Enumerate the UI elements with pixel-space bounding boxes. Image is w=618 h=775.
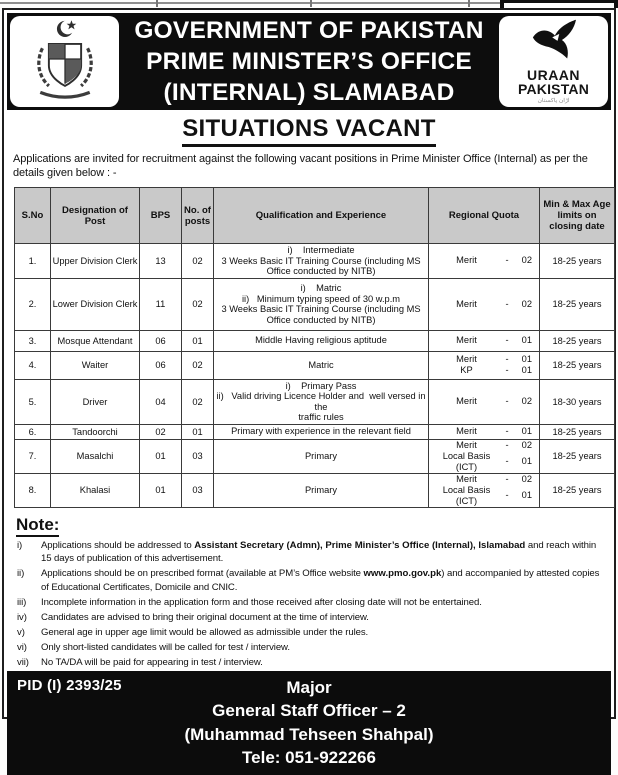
- quota-dash: -: [505, 298, 509, 309]
- quota-value: 01: [521, 335, 532, 345]
- pid-number: PID (I) 2393/25: [17, 676, 122, 694]
- qualification-line: Middle Having religious aptitude: [255, 335, 387, 346]
- note-text: General age in upper age limit would be allowed as admissible under the rules.: [41, 626, 369, 638]
- table-row: [15, 244, 615, 279]
- cell-designation: Lower Division Clerk: [51, 278, 140, 330]
- qualification-line: Primary: [304, 484, 338, 495]
- table-row: [15, 424, 615, 439]
- signatory-line: Major: [286, 677, 332, 697]
- scan-artifact-tick: [156, 0, 158, 7]
- quota-dash: -: [505, 426, 509, 436]
- note-item: [17, 626, 605, 640]
- note-item: [17, 641, 605, 655]
- quota-label: Local Basis (ICT): [442, 484, 491, 506]
- cell-posts: 03: [182, 473, 214, 507]
- quota-value: 02: [521, 255, 532, 266]
- quota-pair: [429, 255, 539, 266]
- footer-bar: [7, 671, 611, 775]
- quota-label: Merit: [456, 354, 477, 364]
- cell-bps: 01: [140, 473, 182, 507]
- quota-value: 02: [521, 439, 532, 450]
- cell-qualification: [214, 379, 429, 424]
- advert-frame: [2, 8, 616, 767]
- table-header-row: [15, 188, 615, 244]
- cell-qualification: [214, 244, 429, 279]
- quota-value: 01: [521, 426, 532, 436]
- note-text: Only short-listed candidates will be called for test / interview.: [41, 641, 290, 653]
- cell-designation: Driver: [51, 379, 140, 424]
- note-number: vii): [17, 656, 29, 668]
- table-row: [15, 473, 615, 507]
- cell-bps: 06: [140, 351, 182, 379]
- cell-age: 18-25 years: [540, 244, 615, 279]
- cell-regional-quota: [429, 330, 540, 351]
- note-text: No TA/DA will be paid for appearing in test / interview.: [41, 656, 263, 668]
- cell-posts: 03: [182, 439, 214, 473]
- quota-label: Merit: [456, 255, 477, 266]
- notes-list: [17, 539, 605, 671]
- note-text: Applications should be on prescribed format (available at PM’s Office website www.pmo.gov.pk) and accompanied by attested copies of Educational Certificates, Domicile and CNIC.: [41, 568, 600, 593]
- qualification-line: Office conducted by NITB): [266, 314, 376, 325]
- note-item: [17, 611, 605, 625]
- cell-regional-quota: [429, 424, 540, 439]
- quota-pair: [429, 354, 539, 365]
- quota-pair: [429, 485, 539, 507]
- cell-bps: 06: [140, 330, 182, 351]
- cell-designation: Masalchi: [51, 439, 140, 473]
- quota-label: Merit: [456, 439, 477, 450]
- cell-designation: Waiter: [51, 351, 140, 379]
- quota-dash: -: [505, 354, 509, 364]
- table-row: [15, 330, 615, 351]
- qualification-line: traffic rules: [298, 412, 344, 422]
- uraan-logo-word2: PAKISTAN: [517, 81, 590, 97]
- quota-pair: [429, 335, 539, 346]
- quota-pair: [429, 474, 539, 485]
- cell-age: 18-25 years: [540, 351, 615, 379]
- cell-designation: Tandoorchi: [51, 424, 140, 439]
- quota-pair: [429, 365, 539, 376]
- cell-posts: 02: [182, 278, 214, 330]
- qualification-line: i) Primary Pass: [285, 380, 357, 391]
- cell-sno: 3.: [15, 330, 51, 351]
- quota-value: 02: [521, 396, 532, 406]
- col-header-qualification: Qualification and Experience: [214, 188, 429, 244]
- pakistan-emblem-box: [10, 16, 119, 107]
- scan-artifact-line: [0, 2, 585, 4]
- note-item: [17, 539, 605, 566]
- cell-sno: 7.: [15, 439, 51, 473]
- quota-dash: -: [505, 490, 509, 500]
- cell-qualification: [214, 424, 429, 439]
- cell-sno: 6.: [15, 424, 51, 439]
- cell-posts: 01: [182, 424, 214, 439]
- qualification-line: i) Matric: [300, 283, 342, 293]
- quota-pair: [429, 451, 539, 473]
- qualification-line: Office conducted by NITB): [266, 266, 376, 276]
- cell-age: 18-25 years: [540, 278, 615, 330]
- cell-posts: 01: [182, 330, 214, 351]
- quota-dash: -: [505, 255, 509, 266]
- header-bar: [7, 13, 611, 110]
- cell-age: 18-25 years: [540, 439, 615, 473]
- table-row: [15, 351, 615, 379]
- cell-bps: 02: [140, 424, 182, 439]
- uraan-pakistan-logo-box: [499, 16, 608, 107]
- section-heading-text: SITUATIONS VACANT: [182, 115, 436, 147]
- quota-value: 01: [521, 365, 532, 375]
- col-header-posts: No. of posts: [182, 188, 214, 244]
- quota-value: 01: [521, 456, 532, 466]
- signatory-line: (Muhammad Tehseen Shahpal): [184, 724, 434, 744]
- note-number: v): [17, 626, 25, 638]
- note-number: i): [17, 539, 23, 551]
- quota-dash: -: [505, 335, 509, 345]
- falcon-icon: [525, 18, 583, 68]
- quota-value: 01: [521, 354, 532, 364]
- quota-pair: [429, 426, 539, 437]
- quota-label: Merit: [456, 396, 477, 406]
- quota-label: Merit: [456, 298, 477, 309]
- cell-qualification: [214, 351, 429, 379]
- cell-age: 18-30 years: [540, 379, 615, 424]
- quota-dash: -: [505, 439, 509, 450]
- quota-dash: -: [505, 365, 509, 375]
- quota-dash: -: [505, 456, 509, 466]
- note-number: vi): [17, 641, 27, 653]
- qualification-line: 3 Weeks Basic IT Training Course (including MS: [221, 255, 421, 266]
- qualification-line: 3 Weeks Basic IT Training Course (including MS: [221, 304, 421, 314]
- qualification-line: Primary: [304, 450, 338, 461]
- cell-sno: 5.: [15, 379, 51, 424]
- cell-sno: 4.: [15, 351, 51, 379]
- cell-regional-quota: [429, 351, 540, 379]
- title-line-2: PRIME MINISTER’S OFFICE: [146, 48, 472, 75]
- signatory-line: Tele: 051-922266: [242, 748, 376, 767]
- note-number: iii): [17, 596, 27, 608]
- note-heading: [16, 515, 611, 535]
- col-header-age: Min & Max Age limits on closing date: [540, 188, 615, 244]
- col-header-quota: Regional Quota: [429, 188, 540, 244]
- col-header-sno: S.No: [15, 188, 51, 244]
- cell-bps: 01: [140, 439, 182, 473]
- note-item: [17, 656, 605, 670]
- uraan-logo-urdu-tagline: اڑان پاکستان: [537, 98, 570, 104]
- cell-bps: 04: [140, 379, 182, 424]
- quota-dash: -: [505, 473, 509, 484]
- qualification-line: ii) Minimum typing speed of 30 w.p.m: [241, 293, 401, 304]
- note-item: [17, 596, 605, 610]
- cell-age: 18-25 years: [540, 473, 615, 507]
- cell-age: 18-25 years: [540, 424, 615, 439]
- cell-designation: Khalasi: [51, 473, 140, 507]
- cell-qualification: [214, 330, 429, 351]
- cell-qualification: [214, 473, 429, 507]
- uraan-logo-word1: URAAN: [526, 67, 581, 83]
- cell-regional-quota: [429, 473, 540, 507]
- table-row: [15, 278, 615, 330]
- note-number: ii): [17, 568, 25, 579]
- cell-bps: 11: [140, 278, 182, 330]
- note-text: Incomplete information in the application form and those received after closing date will not be entertained.: [41, 596, 482, 608]
- qualification-line: ii) Valid driving Licence Holder and well versed in the: [216, 391, 426, 412]
- note-item: [17, 567, 605, 594]
- cell-regional-quota: [429, 439, 540, 473]
- note-number: iv): [17, 611, 27, 623]
- cell-posts: 02: [182, 351, 214, 379]
- cell-qualification: [214, 278, 429, 330]
- vacancies-table: [14, 187, 615, 508]
- cell-posts: 02: [182, 379, 214, 424]
- quota-value: 02: [521, 473, 532, 484]
- cell-regional-quota: [429, 244, 540, 279]
- cell-regional-quota: [429, 278, 540, 330]
- scan-artifact-tick: [310, 0, 312, 7]
- col-header-bps: BPS: [140, 188, 182, 244]
- cell-posts: 02: [182, 244, 214, 279]
- note-text: Applications should be addressed to Assistant Secretary (Admn), Prime Minister’s Office (Internal), Islamabad and reach within 15 days of publication of this advertisement.: [41, 539, 597, 564]
- cell-sno: 2.: [15, 278, 51, 330]
- table-row: [15, 439, 615, 473]
- title-line-3: (INTERNAL) SLAMABAD: [163, 79, 455, 106]
- section-heading: [7, 115, 611, 147]
- cell-sno: 8.: [15, 473, 51, 507]
- page-title: [123, 16, 495, 107]
- note-heading-text: Note:: [16, 515, 59, 537]
- cell-regional-quota: [429, 379, 540, 424]
- cell-bps: 13: [140, 244, 182, 279]
- cell-designation: Mosque Attendant: [51, 330, 140, 351]
- qualification-line: Matric: [308, 359, 334, 370]
- quota-label: KP: [460, 365, 473, 375]
- signatory-line: General Staff Officer – 2: [212, 701, 406, 720]
- quota-value: 01: [521, 490, 532, 500]
- qualification-line: Primary with experience in the relevant field: [231, 426, 411, 437]
- note-text: Candidates are advised to bring their original document at the time of interview.: [41, 611, 369, 623]
- cell-sno: 1.: [15, 244, 51, 279]
- quota-label: Merit: [456, 473, 477, 484]
- quota-label: Local Basis (ICT): [442, 450, 491, 472]
- quota-pair: [429, 299, 539, 310]
- pakistan-emblem-icon: [21, 16, 109, 107]
- quota-pair: [429, 440, 539, 451]
- quota-value: 02: [521, 298, 532, 309]
- table-row: [15, 379, 615, 424]
- intro-paragraph: Applications are invited for recruitment against the following vacant positions in Prime Minister Office (Internal) as per the details given below : -: [13, 153, 588, 179]
- title-line-1: GOVERNMENT OF PAKISTAN: [134, 17, 484, 44]
- cell-age: 18-25 years: [540, 330, 615, 351]
- cell-qualification: [214, 439, 429, 473]
- cell-designation: Upper Division Clerk: [51, 244, 140, 279]
- quota-dash: -: [505, 396, 509, 406]
- quota-pair: [429, 396, 539, 407]
- quota-label: Merit: [456, 426, 477, 436]
- qualification-line: i) Intermediate: [287, 245, 355, 255]
- scan-artifact-box: [500, 0, 618, 8]
- col-header-designation: Designation of Post: [51, 188, 140, 244]
- scan-artifact-tick: [468, 0, 470, 7]
- quota-label: Merit: [456, 335, 477, 345]
